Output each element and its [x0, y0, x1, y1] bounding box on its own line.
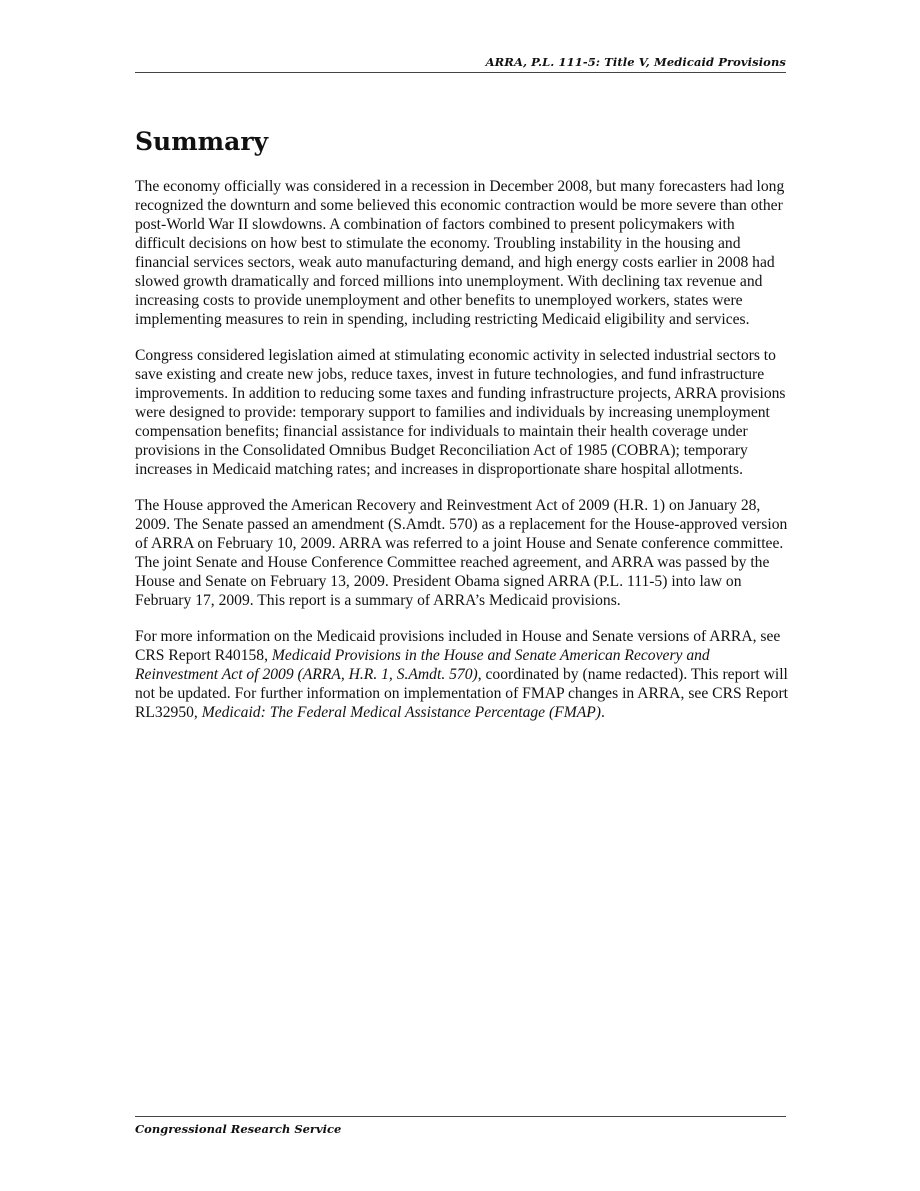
paragraph-more-info: [135, 627, 788, 722]
more-info-text-3: .: [600, 704, 605, 721]
report-title-rl32950: Medicaid: The Federal Medical Assistance Percentage (FMAP): [201, 704, 601, 721]
more-info-text-1: For more information on the Medicaid provisions included in House and Senate versions of ARRA, see CRS Report R40158,: [135, 628, 781, 664]
footer-divider: [135, 1116, 786, 1117]
paragraph-passage: The House approved the American Recovery and Reinvestment Act of 2009 (H.R. 1) on January 28, 2009. The Senate passed an amendment (S.Amdt. 570) as a replacement for the House-approved version of ARRA on February 10, 2009. ARRA was referred to a joint House and Senate conference committee. The joint Senate and House Conference Committee reached agreement, and ARRA was passed by the House and Senate on February 13, 2009. President Obama signed ARRA (P.L. 111-5) into law on February 17, 2009. This report is a summary of ARRA’s Medicaid provisions.: [135, 497, 788, 609]
paragraph-legislation: Congress considered legislation aimed at stimulating economic activity in selected industrial sectors to save existing and create new jobs, reduce taxes, invest in future technologies, and fund infrastructure improvements. In addition to reducing some taxes and funding infrastructure projects, ARRA provisions were designed to provide: temporary support to families and individuals by increasing unemployment compensation benefits; financial assistance for individuals to maintain their health coverage under provisions in the Consolidated Omnibus Budget Reconciliation Act of 1985 (COBRA); temporary increases in Medicaid matching rates; and increases in disproportionate share hospital allotments.: [135, 347, 786, 478]
summary-body: [135, 177, 788, 739]
page-title: Summary: [135, 127, 269, 156]
running-footer: Congressional Research Service: [135, 1122, 342, 1136]
more-info-text-2: , coordinated by (name redacted). This report will not be updated. For further information on implementation of FMAP changes in ARRA, see CRS Report RL32950,: [135, 666, 788, 721]
paragraph-economy: The economy officially was considered in a recession in December 2008, but many forecasters had long recognized the downturn and some believed this economic contraction would be more severe than other post-World War II slowdowns. A combination of factors combined to present policymakers with difficult decisions on how best to stimulate the economy. Troubling instability in the housing and financial services sectors, weak auto manufacturing demand, and high energy costs earlier in 2008 had slowed growth dramatically and forced millions into unemployment. With declining tax revenue and increasing costs to provide unemployment and other benefits to unemployed workers, states were implementing measures to rein in spending, including restricting Medicaid eligibility and services.: [135, 178, 785, 328]
report-title-r40158: Medicaid Provisions in the House and Senate American Recovery and Reinvestment Act of 2009 (ARRA, H.R. 1, S.Amdt. 570): [135, 647, 710, 683]
running-header: ARRA, P.L. 111-5: Title V, Medicaid Provisions: [135, 52, 786, 73]
